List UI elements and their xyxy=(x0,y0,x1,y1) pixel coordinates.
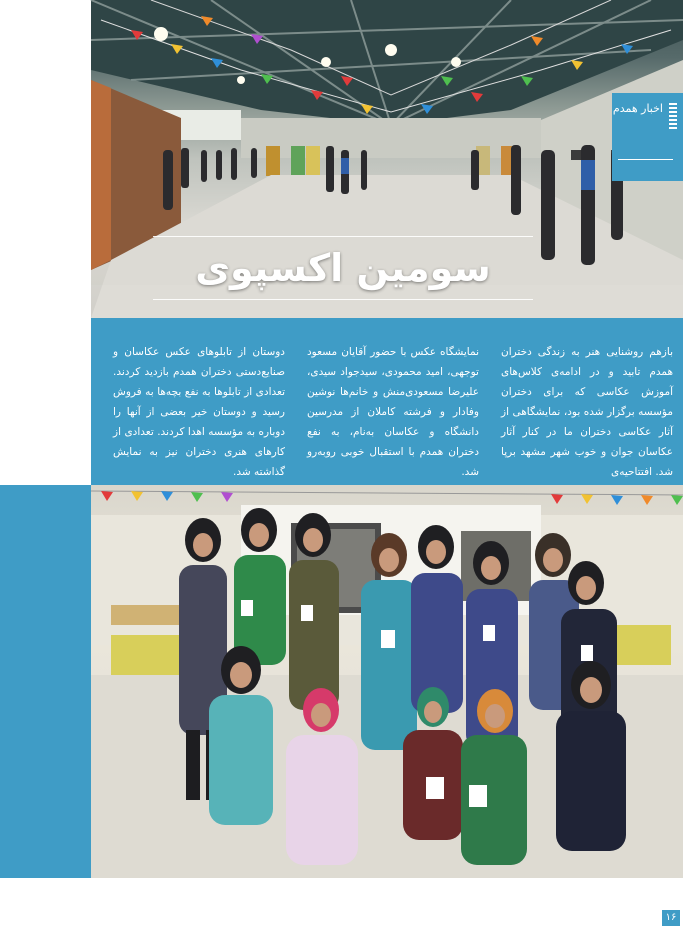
page-number: ۱۶ xyxy=(662,910,680,926)
section-tag xyxy=(612,93,683,181)
article-title: سومین اکسپوی xyxy=(153,236,533,300)
tag-stripes-decoration xyxy=(669,103,677,131)
article-column-1: بازهم روشنایی هنر به زندگی دختران همدم تابید و در ادامه‌ی کلاس‌های آموزش عکاسی که برای دختران مؤسسه برگزار شده بود، نمایشگاهی از آثار عکاسی دختران ما در کنار آثار عکاسان جوان و خوب شهر مشهد برپا شد. افتتاحیه‌ی xyxy=(501,346,673,478)
article-column-2: نمایشگاه عکس با حضور آقایان مسعود توجهی، امید محمودی، سیدجواد سیدی، علیرضا مسعودی‌منش و خانم‌ها نوشین وفادار و فرشته کاملان از مدرسین دانشگاه و عکاسان به‌نام، به نفع دختران همدم با استقبال خوبی روبه‌رو شد. xyxy=(307,346,479,478)
section-label: اخبار همدم xyxy=(612,102,663,115)
decorative-side-strip xyxy=(0,485,91,878)
article-column-3: دوستان از تابلوهای عکس عکاسان و صنایع‌دستی دختران همدم بازدید کردند. تعدادی از تابلوها به نفع بچه‌ها به فروش رسید و دوستان خیر بعضی از آنها را دوباره به مؤسسه اهدا کردند. تعدادی از کارهای هنری دختران نیز به نمایش گذاشته شد. xyxy=(113,346,285,478)
tag-underline xyxy=(618,159,673,160)
exhibition-hall-photo xyxy=(91,0,683,318)
article-text-band xyxy=(91,318,683,485)
group-photo-illustration xyxy=(91,485,683,878)
group-photo xyxy=(91,485,683,878)
